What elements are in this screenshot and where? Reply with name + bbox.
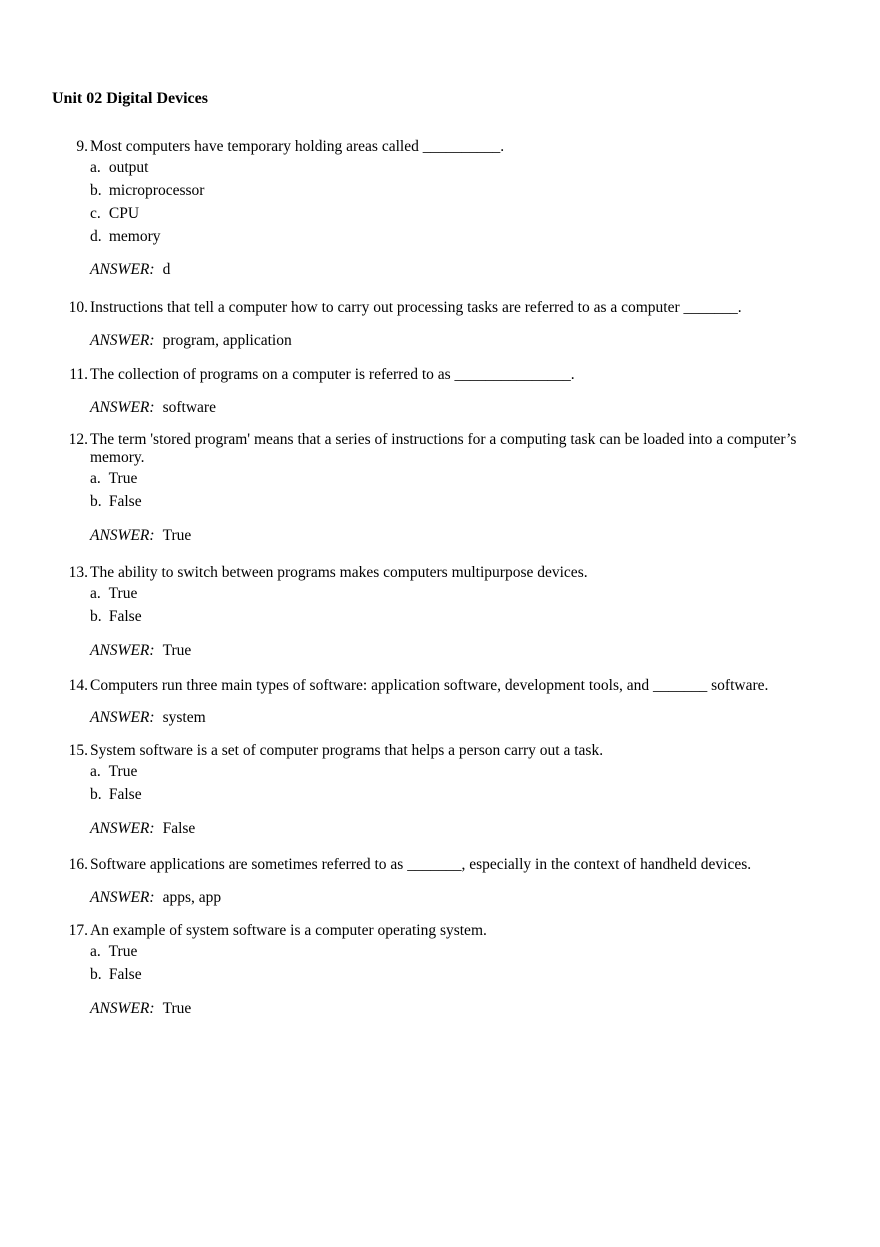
question-16	[0, 856, 880, 907]
unit-title: Unit 02 Digital Devices	[52, 90, 208, 107]
question-number: 16.	[68, 856, 88, 873]
question-text: An example of system software is a computer operating system.	[90, 922, 487, 939]
question-text: System software is a set of computer programs that helps a person carry out a task.	[90, 742, 604, 759]
answer-line	[0, 332, 880, 350]
question-text: Most computers have temporary holding areas called __________.	[90, 138, 505, 155]
answer-line	[0, 709, 880, 727]
answer-label: ANSWER:	[90, 399, 155, 416]
question-number: 14.	[68, 677, 88, 694]
answer-line	[0, 889, 880, 907]
answer-line	[0, 527, 880, 545]
answer-label: ANSWER:	[90, 709, 155, 726]
answer-value: True	[162, 642, 192, 659]
question-11	[0, 366, 880, 417]
answer-line	[0, 261, 880, 279]
answer-value: program, application	[162, 332, 292, 349]
question-9	[0, 138, 880, 279]
question-stem	[0, 922, 880, 940]
answer-value: apps, app	[162, 889, 222, 906]
answer-value: d	[162, 261, 171, 278]
question-text: The ability to switch between programs makes computers multipurpose devices.	[90, 564, 588, 581]
question-14	[0, 677, 880, 727]
question-text: The term 'stored program' means that a series of instructions for a computing task can be loaded into a computer’s memory.	[90, 431, 797, 466]
question-number: 9.	[76, 138, 88, 155]
answer-label: ANSWER:	[90, 261, 155, 278]
answer-value: software	[162, 399, 216, 416]
question-number: 10.	[68, 299, 88, 316]
question-text: Instructions that tell a computer how to carry out processing tasks are referred to as a computer _______.	[90, 299, 742, 316]
option-b: b. False	[90, 493, 142, 510]
question-number: 15.	[68, 742, 88, 759]
answer-label: ANSWER:	[90, 332, 155, 349]
question-15	[0, 742, 880, 838]
option-c: c. CPU	[90, 205, 140, 222]
question-13	[0, 564, 880, 660]
question-17	[0, 922, 880, 1018]
question-stem	[0, 431, 880, 467]
option-b: b. False	[90, 966, 142, 983]
answer-label: ANSWER:	[90, 1000, 155, 1017]
question-text: The collection of programs on a computer is referred to as _______________.	[90, 366, 575, 383]
question-stem	[0, 742, 880, 760]
option-a: a. True	[90, 470, 138, 487]
option-b: b. False	[90, 608, 142, 625]
answer-value: False	[162, 820, 196, 837]
question-number: 11.	[69, 366, 88, 383]
answer-label: ANSWER:	[90, 527, 155, 544]
question-stem	[0, 366, 880, 384]
option-d: d. memory	[90, 228, 161, 245]
answer-line	[0, 1000, 880, 1018]
answer-label: ANSWER:	[90, 642, 155, 659]
option-a: a. True	[90, 585, 138, 602]
option-b: b. microprocessor	[90, 182, 205, 199]
question-number: 12.	[68, 431, 88, 448]
question-number: 17.	[68, 922, 88, 939]
answer-line	[0, 642, 880, 660]
answer-line	[0, 820, 880, 838]
question-text: Computers run three main types of software: application software, development tools, and _______ software.	[90, 677, 769, 694]
answer-value: True	[162, 1000, 192, 1017]
answer-value: system	[162, 709, 206, 726]
question-stem	[0, 138, 880, 156]
answer-value: True	[162, 527, 192, 544]
option-b: b. False	[90, 786, 142, 803]
answer-line	[0, 399, 880, 417]
question-10	[0, 299, 880, 350]
answer-label: ANSWER:	[90, 889, 155, 906]
question-text: Software applications are sometimes referred to as _______, especially in the context of handheld devices.	[90, 856, 752, 873]
option-a: a. True	[90, 943, 138, 960]
answer-label: ANSWER:	[90, 820, 155, 837]
option-a: a. True	[90, 763, 138, 780]
question-12	[0, 431, 880, 545]
question-number: 13.	[68, 564, 88, 581]
question-stem	[0, 677, 880, 695]
question-stem	[0, 856, 880, 874]
option-a: a. output	[90, 159, 149, 176]
question-stem	[0, 564, 880, 582]
question-stem	[0, 299, 880, 317]
